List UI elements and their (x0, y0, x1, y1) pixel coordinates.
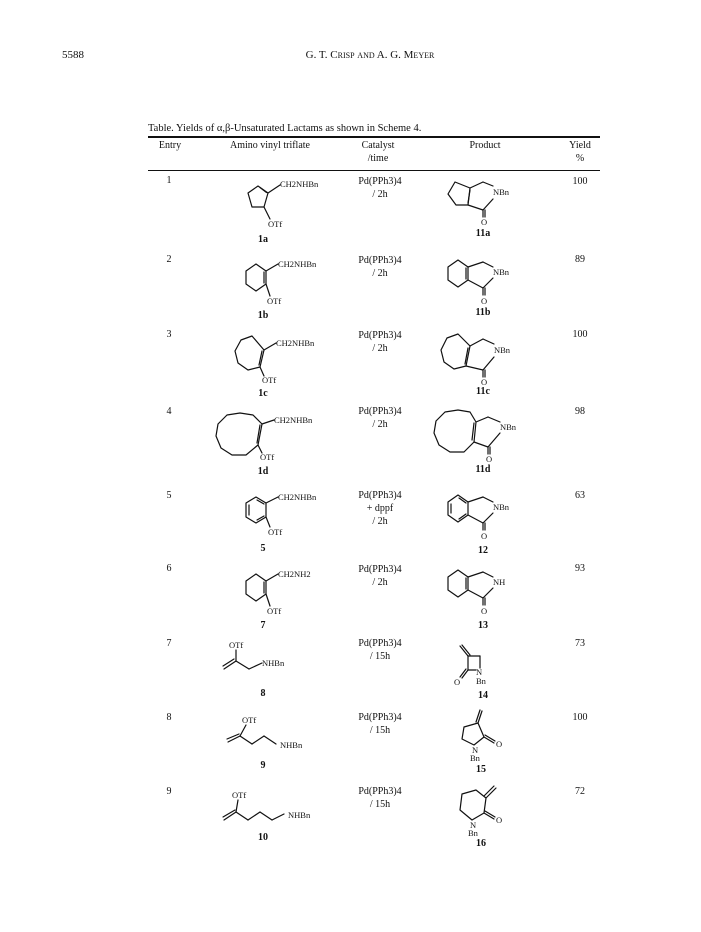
bn-label: Bn (468, 828, 478, 838)
triflate-compound-label: 1d (257, 466, 269, 477)
product-structure-12 (440, 485, 540, 547)
triflate-structure-8 (222, 635, 332, 695)
product-compound-label: 11d (475, 464, 491, 475)
n-label: N (470, 820, 477, 830)
yield-value: 100 (572, 176, 588, 187)
catalyst-line: / 15h (369, 651, 391, 662)
substituent-label: CH2NHBn (278, 492, 317, 502)
bn-label: Bn (470, 753, 480, 763)
catalyst-line: / 2h (372, 268, 388, 279)
oxo-label: O (481, 606, 488, 616)
catalyst-cell (340, 711, 420, 737)
triflate-compound-label: 1c (258, 388, 268, 399)
yield-value: 100 (572, 712, 588, 723)
oxo-label: O (481, 296, 488, 306)
product-structure-11a (440, 168, 540, 228)
nbn-label: NBn (493, 187, 510, 197)
otf-label: OTf (229, 640, 244, 650)
otf-label: OTf (268, 527, 283, 537)
substituent-label: CH2NHBn (276, 338, 315, 348)
oxo-label: O (481, 217, 488, 227)
entry-number: 8 (166, 712, 172, 723)
product-compound-label: 13 (478, 620, 488, 631)
oxo-label: O (454, 677, 461, 687)
otf-label: OTf (268, 219, 283, 229)
entry-number: 1 (166, 175, 172, 186)
product-compound-label: 16 (476, 838, 486, 849)
product-structure-15 (450, 705, 530, 767)
running-header-authors: G. T. Crisp and A. G. Meyer (305, 49, 435, 61)
otf-label: OTf (262, 375, 277, 385)
table-caption: Table. Yields of α,β-Unsaturated Lactams as shown in Scheme 4. (148, 123, 422, 134)
entry-number: 6 (166, 563, 172, 574)
catalyst-cell (340, 329, 420, 355)
product-compound-label: 11a (475, 228, 491, 239)
triflate-compound-label: 1a (258, 234, 268, 245)
entry-number: 4 (166, 406, 172, 417)
substituent-label: NHBn (280, 740, 303, 750)
substituent-label: CH2NH2 (278, 569, 311, 579)
catalyst-line: Pd(PPh3)4 (358, 406, 402, 417)
catalyst-cell (340, 489, 420, 528)
substituent-label: NHBn (288, 810, 311, 820)
substituent-label: CH2NHBn (274, 415, 313, 425)
oxo-label: O (496, 815, 503, 825)
otf-label: OTf (242, 715, 257, 725)
triflate-structure-7 (222, 560, 332, 626)
column-header-catalyst-line1: Catalyst (361, 140, 395, 151)
catalyst-cell (340, 637, 420, 663)
catalyst-line: Pd(PPh3)4 (358, 255, 402, 266)
triflate-structure-1a (222, 170, 332, 240)
otf-label: OTf (267, 606, 282, 616)
column-header-catalyst-line2: /time (367, 153, 389, 164)
yield-value: 89 (575, 254, 585, 265)
product-compound-label: 11c (476, 386, 490, 397)
catalyst-line: / 2h (372, 419, 388, 430)
entry-number: 2 (166, 254, 172, 265)
substituent-label: CH2NHBn (280, 179, 319, 189)
catalyst-line: Pd(PPh3)4 (358, 330, 402, 341)
triflate-compound-label: 5 (260, 543, 266, 554)
catalyst-cell (340, 563, 420, 589)
catalyst-cell (340, 175, 420, 201)
catalyst-line: / 2h (372, 189, 388, 200)
column-header-catalyst (343, 139, 413, 165)
otf-label: OTf (260, 452, 275, 462)
catalyst-line: Pd(PPh3)4 (358, 638, 402, 649)
otf-label: OTf (267, 296, 282, 306)
column-header-yield-line1: Yield (569, 140, 591, 151)
product-structure-11b (440, 248, 540, 308)
n-label: N (472, 745, 479, 755)
catalyst-line: / 2h (372, 343, 388, 354)
oxo-label: O (481, 377, 488, 387)
catalyst-line: / 15h (369, 799, 391, 810)
nbn-label: NBn (500, 422, 517, 432)
catalyst-line: / 15h (369, 725, 391, 736)
otf-label: OTf (232, 790, 247, 800)
triflate-structure-1d (208, 403, 338, 473)
n-label: N (476, 667, 483, 677)
catalyst-line: Pd(PPh3)4 (358, 176, 402, 187)
product-compound-label: 14 (478, 690, 488, 701)
product-structure-14 (450, 630, 530, 690)
nbn-label: NBn (493, 267, 510, 277)
triflate-compound-label: 7 (260, 620, 266, 631)
product-compound-label: 11b (475, 307, 491, 318)
triflate-structure-5 (220, 485, 335, 551)
triflate-structure-10 (218, 786, 338, 846)
triflate-compound-label: 10 (258, 832, 268, 843)
oxo-label: O (486, 454, 493, 464)
catalyst-line: / 2h (372, 577, 388, 588)
catalyst-line: + dppf (366, 503, 394, 514)
product-compound-label: 15 (476, 764, 486, 775)
table-top-rule (148, 136, 600, 138)
nbn-label: NBn (493, 502, 510, 512)
catalyst-line: / 2h (372, 516, 388, 527)
yield-value: 98 (575, 406, 585, 417)
oxo-label: O (496, 739, 503, 749)
yield-value: 73 (575, 638, 585, 649)
triflate-structure-1c (218, 325, 338, 395)
yield-value: 63 (575, 490, 585, 501)
column-header-entry: Entry (158, 140, 182, 151)
oxo-label: O (481, 531, 488, 541)
page-number: 5588 (62, 49, 84, 61)
catalyst-line: Pd(PPh3)4 (358, 712, 402, 723)
product-structure-16 (448, 780, 533, 842)
nh-label: NH (493, 577, 506, 587)
triflate-compound-label: 9 (260, 760, 266, 771)
yield-value: 93 (575, 563, 585, 574)
column-header-yield-line2: % (575, 153, 585, 164)
substituent-label: CH2NHBn (278, 259, 317, 269)
catalyst-line: Pd(PPh3)4 (358, 564, 402, 575)
entry-number: 9 (166, 786, 172, 797)
product-structure-13 (440, 558, 540, 620)
yield-value: 100 (572, 329, 588, 340)
column-header-triflate: Amino vinyl triflate (230, 140, 310, 151)
entry-number: 3 (166, 329, 172, 340)
yield-value: 72 (575, 786, 585, 797)
catalyst-cell (340, 254, 420, 280)
substituent-label: NHBn (262, 658, 285, 668)
column-header-yield (562, 139, 598, 165)
catalyst-line: Pd(PPh3)4 (358, 490, 402, 501)
triflate-compound-label: 8 (260, 688, 266, 699)
product-structure-11c (436, 322, 546, 388)
entry-number: 5 (166, 490, 172, 501)
catalyst-line: Pd(PPh3)4 (358, 786, 402, 797)
product-compound-label: 12 (478, 545, 488, 556)
bn-label: Bn (476, 676, 486, 686)
entry-number: 7 (166, 638, 172, 649)
catalyst-cell (340, 405, 420, 431)
nbn-label: NBn (494, 345, 511, 355)
triflate-compound-label: 1b (257, 310, 269, 321)
product-structure-11d (430, 400, 545, 466)
column-header-product: Product (469, 140, 501, 151)
catalyst-cell (340, 785, 420, 811)
